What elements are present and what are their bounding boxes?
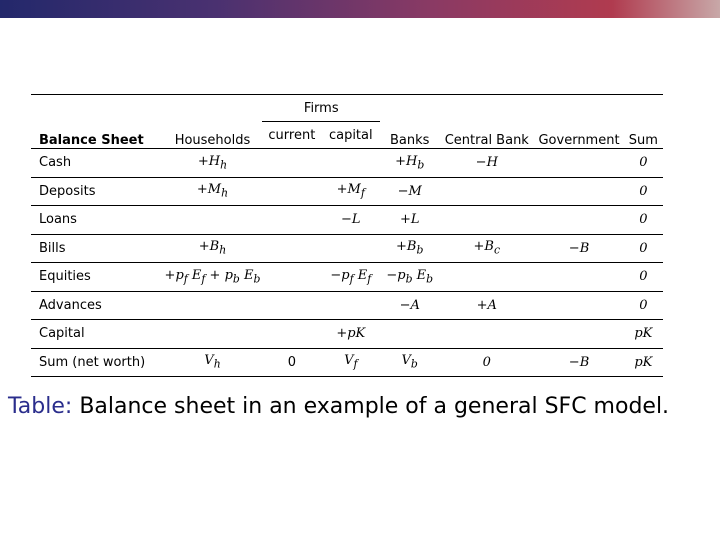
cell-central-bank: −H: [439, 149, 534, 178]
cell-households: $+M_h$: [163, 177, 263, 206]
cell-sum: pK: [624, 348, 663, 377]
cell-current: [262, 263, 321, 292]
title-bar-gradient: [0, 0, 720, 18]
cell-banks: −A: [380, 291, 439, 320]
cell-sum: 0: [624, 206, 663, 235]
cell-capital: $+M_f$: [321, 177, 380, 206]
cell-households: [163, 206, 263, 235]
cell-banks: [380, 320, 439, 349]
header-sum: Sum: [624, 95, 663, 149]
cell-households: $V_h$: [163, 348, 263, 377]
cell-label: Bills: [31, 234, 163, 263]
cell-households: $+B_h$: [163, 234, 263, 263]
table-row: [31, 348, 663, 377]
cell-households: $+p_f$ $E_f + p_b$ $E_b$: [163, 263, 263, 292]
header-government: Government: [534, 95, 623, 149]
cell-households: [163, 291, 263, 320]
cell-capital: [321, 291, 380, 320]
cell-government: [534, 263, 623, 292]
cell-government: [534, 206, 623, 235]
header-firms-capital: capital: [321, 122, 380, 149]
cell-label: Deposits: [31, 177, 163, 206]
cell-households: $+H_h$: [163, 149, 263, 178]
cell-label: Loans: [31, 206, 163, 235]
cell-current: 0: [262, 348, 321, 377]
cell-label: Cash: [31, 149, 163, 178]
balance-sheet-table-container: [31, 94, 663, 377]
cell-central-bank: [439, 320, 534, 349]
cell-banks: $-p_b$ $E_b$: [380, 263, 439, 292]
header-central-bank: Central Bank: [439, 95, 534, 149]
cell-sum: 0: [624, 291, 663, 320]
cell-capital: $-p_f$ $E_f$: [321, 263, 380, 292]
balance-sheet-table: [31, 94, 663, 377]
cell-label: Equities: [31, 263, 163, 292]
cell-households: [163, 320, 263, 349]
table-row: [31, 206, 663, 235]
cell-central-bank: [439, 263, 534, 292]
cell-label: Capital: [31, 320, 163, 349]
header-banks: Banks: [380, 95, 439, 149]
cell-current: [262, 234, 321, 263]
header-households: Households: [163, 95, 263, 149]
cell-government: −B: [534, 234, 623, 263]
cell-government: [534, 320, 623, 349]
cell-central-bank: +A: [439, 291, 534, 320]
cell-current: [262, 291, 321, 320]
cell-sum: 0: [624, 234, 663, 263]
cell-central-bank: 0: [439, 348, 534, 377]
cell-banks: −M: [380, 177, 439, 206]
cell-government: −B: [534, 348, 623, 377]
cell-central-bank: [439, 177, 534, 206]
table-caption: [8, 394, 669, 419]
table-row: [31, 177, 663, 206]
cell-current: [262, 206, 321, 235]
cell-central-bank: [439, 206, 534, 235]
table-row: [31, 320, 663, 349]
cell-sum: 0: [624, 149, 663, 178]
cell-capital: [321, 234, 380, 263]
header-firms: Firms: [262, 95, 380, 122]
cell-current: [262, 320, 321, 349]
table-row: [31, 263, 663, 292]
cell-capital: [321, 149, 380, 178]
header-firms-current: current: [262, 122, 321, 149]
caption-text: Balance sheet in an example of a general SFC model.: [79, 394, 670, 419]
cell-current: [262, 177, 321, 206]
cell-sum: 0: [624, 263, 663, 292]
table-row: [31, 149, 663, 178]
cell-capital: −L: [321, 206, 380, 235]
caption-label: Table:: [8, 394, 73, 419]
cell-capital: $V_f$: [321, 348, 380, 377]
cell-capital: +pK: [321, 320, 380, 349]
header-balance-sheet: Balance Sheet: [31, 95, 163, 149]
cell-label: Sum (net worth): [31, 348, 163, 377]
table-row: [31, 234, 663, 263]
cell-current: [262, 149, 321, 178]
cell-government: [534, 177, 623, 206]
cell-government: [534, 149, 623, 178]
cell-sum: 0: [624, 177, 663, 206]
table-row: [31, 291, 663, 320]
cell-banks: $+H_b$: [380, 149, 439, 178]
cell-banks: $V_b$: [380, 348, 439, 377]
cell-sum: pK: [624, 320, 663, 349]
cell-banks: $+B_b$: [380, 234, 439, 263]
cell-banks: +L: [380, 206, 439, 235]
cell-label: Advances: [31, 291, 163, 320]
table-body: [31, 149, 663, 377]
cell-government: [534, 291, 623, 320]
cell-central-bank: $+B_c$: [439, 234, 534, 263]
